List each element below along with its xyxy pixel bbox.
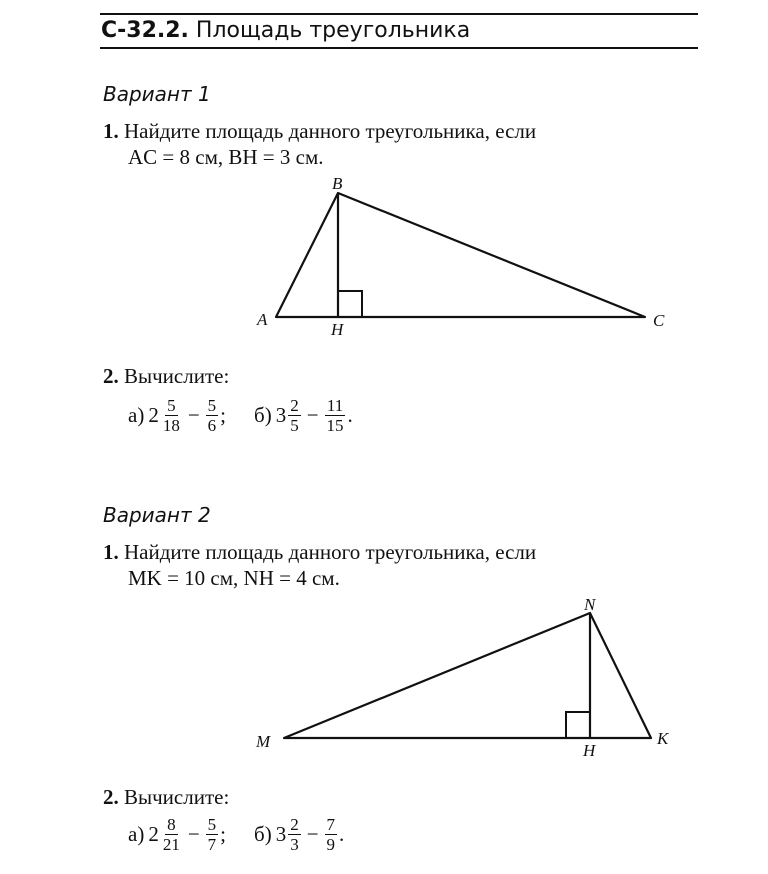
triangle-mnk (284, 613, 651, 738)
task-text: Вычислите: (124, 364, 230, 388)
mixed-whole: 2 (148, 822, 159, 846)
exercise-title: Площадь треугольника (195, 18, 471, 43)
point-label-h: H (583, 741, 596, 760)
item-label-b: б) (254, 403, 272, 427)
task-number: 2. (103, 364, 119, 388)
variant-2-calculations (128, 815, 344, 854)
mixed-whole: 3 (275, 403, 287, 427)
end-punct: . (339, 822, 345, 846)
end-punct: . (347, 403, 353, 427)
fraction: $\frac{11}{15}$ (326, 396, 344, 435)
end-punct: ; (220, 403, 227, 427)
mixed-whole: 3 (275, 822, 287, 846)
vertex-label-k: K (657, 729, 669, 748)
task-given: MK = 10 см, NH = 4 см. (128, 566, 340, 590)
minus-sign: − (187, 403, 200, 427)
task-number: 1. (103, 540, 119, 564)
fraction: $\frac{5}{18}$ (162, 396, 180, 435)
right-angle-mark (566, 712, 590, 738)
task-number: 1. (103, 119, 119, 143)
minus-sign: − (306, 822, 319, 846)
minus-sign: − (187, 822, 200, 846)
variant-2-task-2 (103, 784, 229, 810)
end-punct: ; (220, 822, 227, 846)
variant-1-heading: Вариант 1 (103, 82, 211, 106)
vertex-label-m: M (256, 732, 271, 751)
item-label-a: а) (128, 822, 145, 846)
task-given: AC = 8 см, BH = 3 см. (128, 145, 324, 169)
vertex-label-c: C (653, 311, 665, 330)
fraction: $\frac{2}{5}$ (290, 396, 299, 435)
fraction: $\frac{7}{9}$ (326, 815, 336, 854)
variant-2-heading: Вариант 2 (103, 503, 211, 527)
item-label-a: а) (128, 403, 145, 427)
minus-sign: − (306, 403, 319, 427)
vertex-label-b: B (332, 174, 343, 193)
exercise-code: С-32.2. (101, 18, 189, 43)
task-text: Найдите площадь данного треугольника, если (124, 540, 537, 564)
vertex-label-a: A (257, 310, 268, 329)
fraction: $\frac{2}{3}$ (290, 815, 299, 854)
fraction: $\frac{5}{6}$ (207, 396, 217, 435)
task-number: 2. (103, 785, 119, 809)
fraction: $\frac{5}{7}$ (207, 815, 217, 854)
item-label-b: б) (254, 822, 272, 846)
mixed-whole: 2 (148, 403, 159, 427)
fraction: $\frac{8}{21}$ (162, 815, 180, 854)
task-text: Найдите площадь данного треугольника, если (124, 119, 537, 143)
vertex-label-n: N (584, 595, 596, 614)
point-label-h: H (331, 320, 344, 339)
task-text: Вычислите: (124, 785, 230, 809)
